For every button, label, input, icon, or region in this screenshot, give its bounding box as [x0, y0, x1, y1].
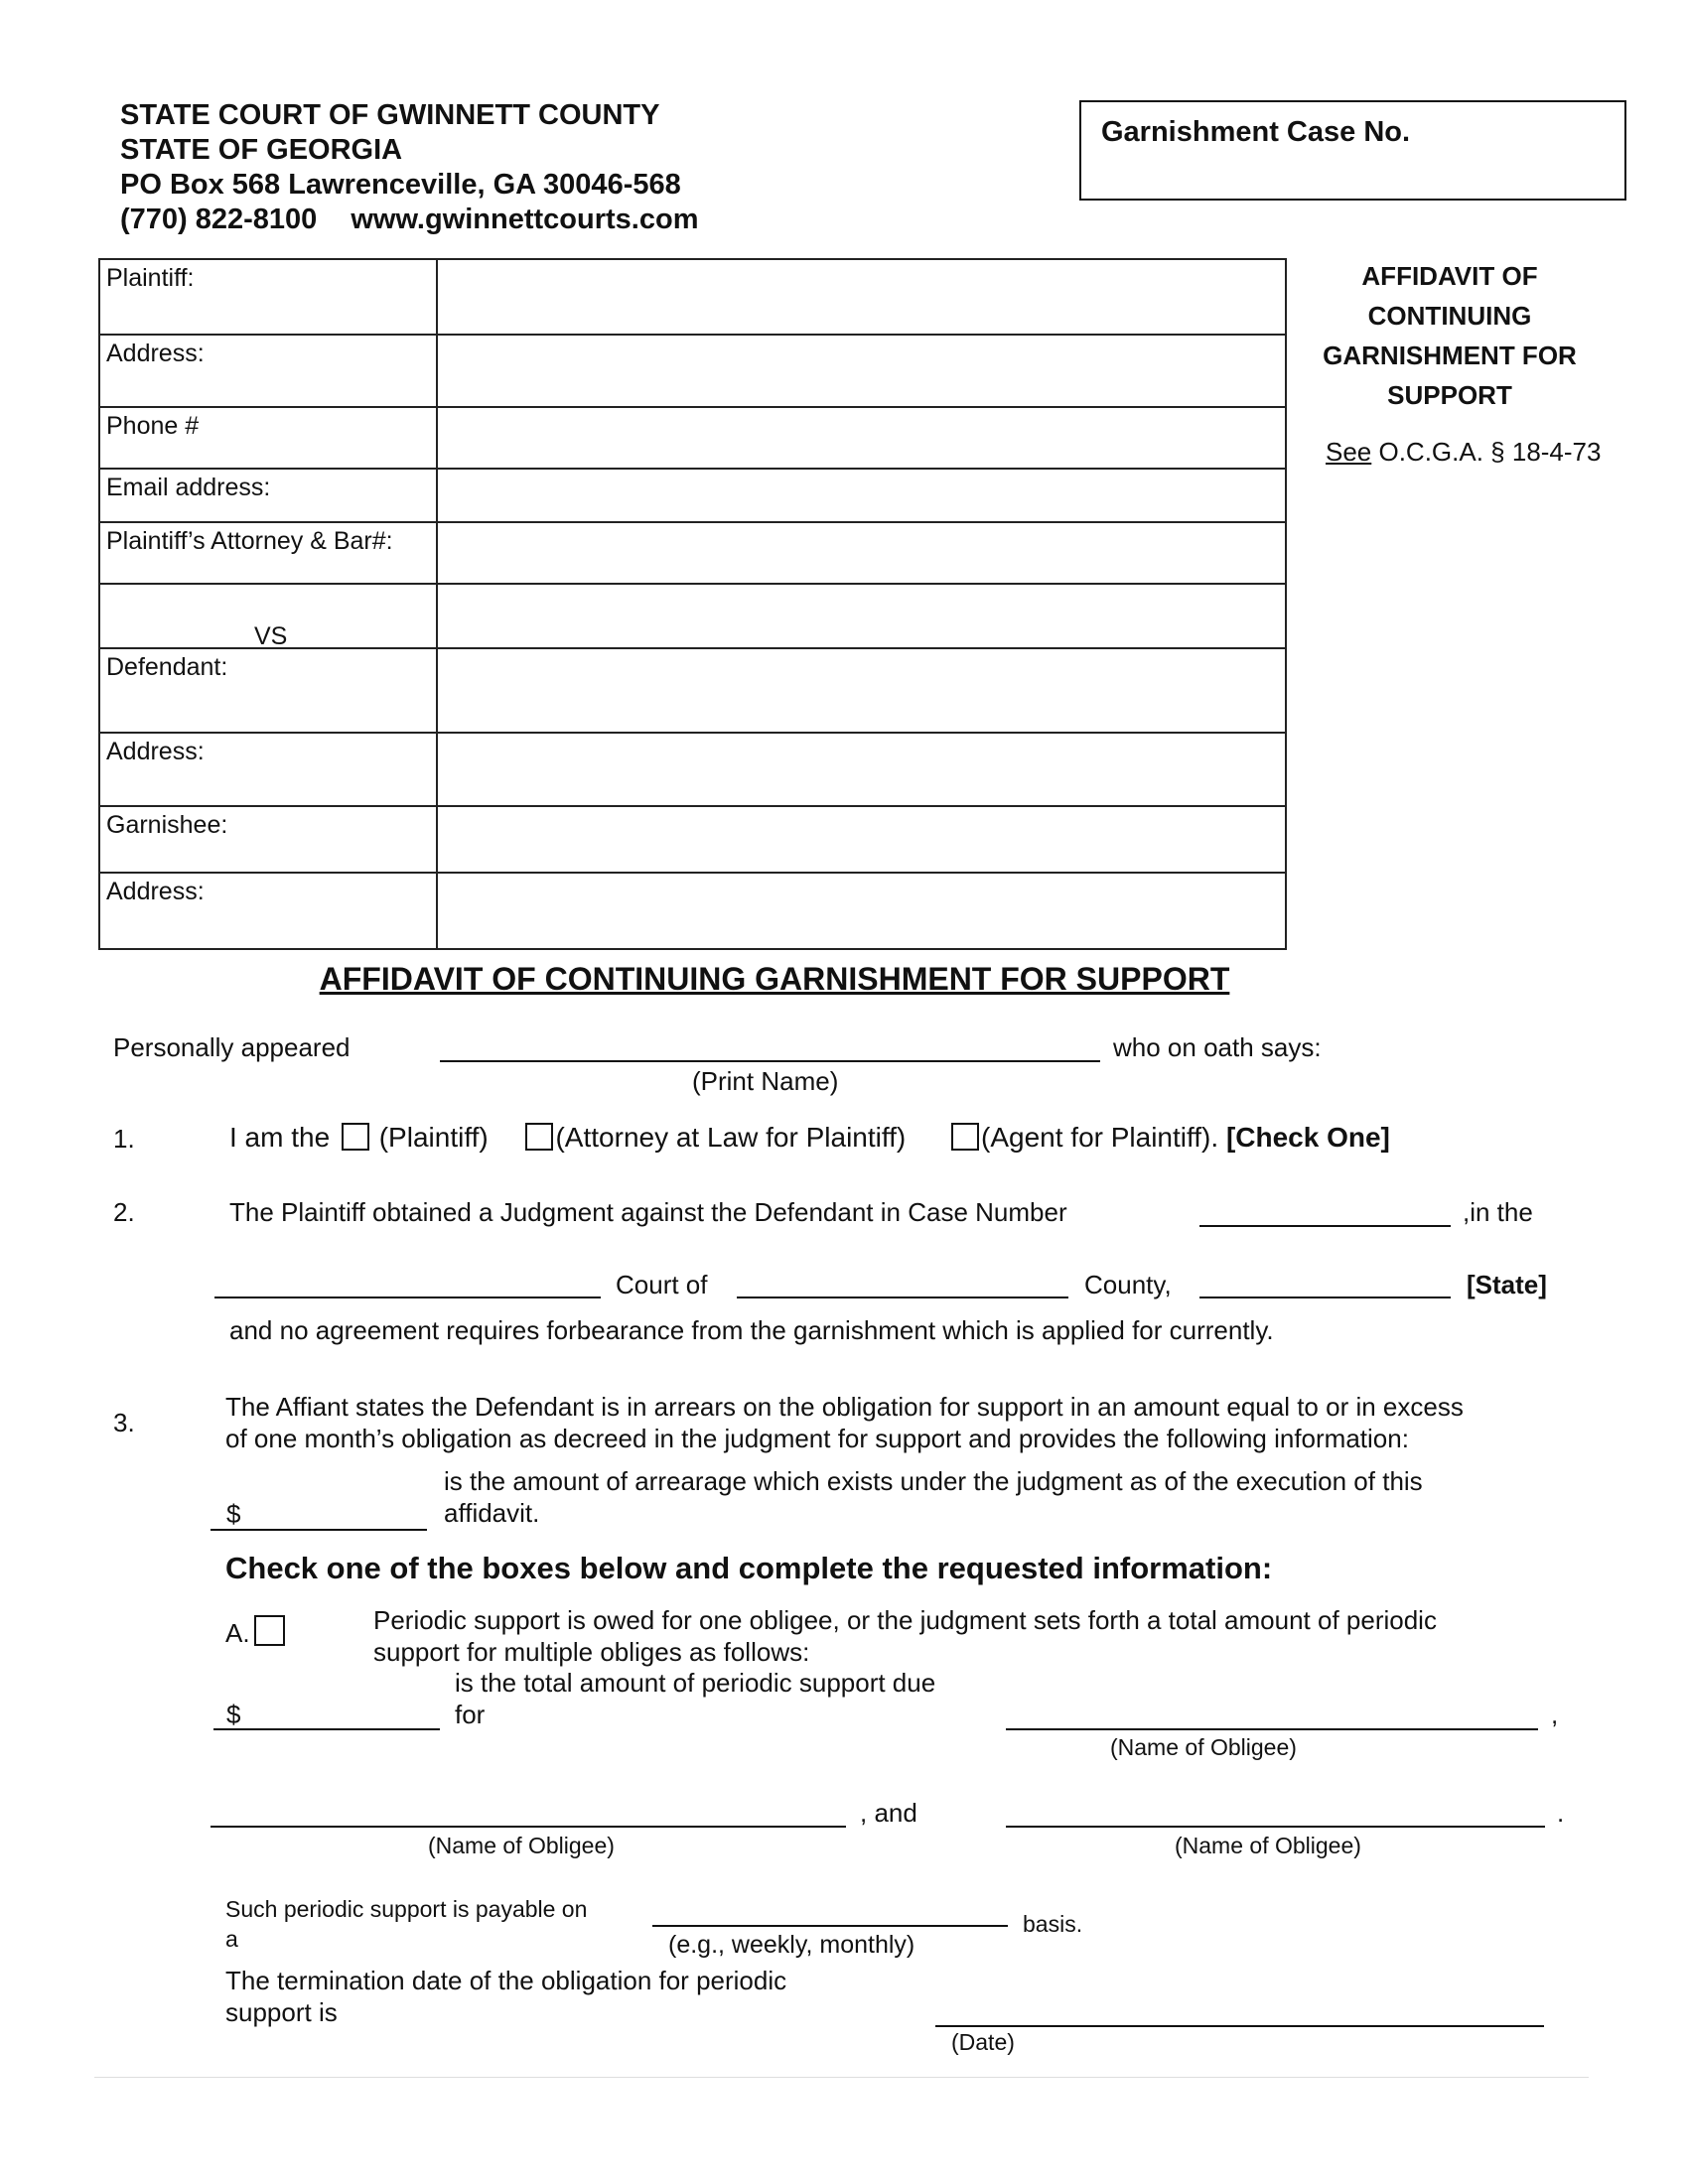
- print-name-caption: (Print Name): [692, 1066, 839, 1096]
- side-title: [1291, 256, 1609, 415]
- arrearage-text2: affidavit.: [444, 1498, 540, 1528]
- obligee2-input[interactable]: [211, 1826, 846, 1828]
- form-title: AFFIDAVIT OF CONTINUING GARNISHMENT FOR SUPPORT: [319, 961, 1230, 997]
- side-title-line: SUPPORT: [1387, 380, 1512, 410]
- state-input[interactable]: [1199, 1297, 1451, 1298]
- plaintiff-address-label: Address:: [99, 335, 437, 407]
- total-dollar: $: [226, 1700, 241, 1729]
- court-name: STATE COURT OF GWINNETT COUNTY: [120, 99, 660, 131]
- table-row: [99, 259, 1286, 335]
- case-number-input[interactable]: [1199, 1225, 1451, 1227]
- side-title-line: GARNISHMENT FOR: [1323, 341, 1577, 370]
- garnishee-address-field[interactable]: [437, 873, 1286, 949]
- payable-text1: Such periodic support is payable on: [225, 1896, 588, 1922]
- vs-field[interactable]: [437, 584, 1286, 648]
- termination-text1: The termination date of the obligation for periodic: [225, 1966, 787, 1995]
- plaintiff-checkbox[interactable]: [342, 1123, 369, 1151]
- email-field[interactable]: [437, 469, 1286, 522]
- garnishee-field[interactable]: [437, 806, 1286, 873]
- phone-label: Phone #: [99, 407, 437, 469]
- table-row: [99, 648, 1286, 733]
- obligee3-input[interactable]: [1006, 1826, 1545, 1828]
- case-number-box[interactable]: [1079, 100, 1626, 201]
- arrearage-dollar: $: [226, 1499, 241, 1529]
- table-row: [99, 522, 1286, 584]
- item1-prefix: I am the: [229, 1122, 331, 1153]
- attorney-field[interactable]: [437, 522, 1286, 584]
- arrearage-text1: is the amount of arrearage which exists under the judgment as of the execution of this: [444, 1466, 1423, 1496]
- court-address: PO Box 568 Lawrenceville, GA 30046-568: [120, 169, 681, 201]
- obligee1-caption: (Name of Obligee): [1110, 1734, 1297, 1760]
- arrearage-amount-input[interactable]: [211, 1529, 427, 1531]
- parties-table: [98, 258, 1287, 950]
- payment-basis-input[interactable]: [652, 1925, 1008, 1927]
- plaintiff-address-field[interactable]: [437, 335, 1286, 407]
- plaintiff-option-label: (Plaintiff): [378, 1122, 489, 1153]
- oath-label: who on oath says:: [1113, 1032, 1322, 1062]
- period-mark: .: [1557, 1798, 1565, 1828]
- court-of-label: Court of: [616, 1270, 708, 1299]
- basis-label: basis.: [1023, 1911, 1083, 1937]
- defendant-field[interactable]: [437, 648, 1286, 733]
- side-title-line: CONTINUING: [1367, 301, 1532, 331]
- court-input[interactable]: [214, 1297, 601, 1298]
- item1-number: 1.: [113, 1124, 135, 1154]
- no-agreement-text: and no agreement requires forbearance from the garnishment which is applied for currently.: [229, 1315, 1274, 1345]
- date-caption: (Date): [951, 2029, 1015, 2055]
- termination-text2: support is: [225, 1997, 338, 2027]
- item3-number: 3.: [113, 1408, 135, 1437]
- vs-label: VS: [254, 622, 288, 650]
- table-row: [99, 584, 1286, 648]
- case-number-label: Garnishment Case No.: [1101, 116, 1411, 148]
- table-row: [99, 733, 1286, 806]
- table-row: [99, 806, 1286, 873]
- termination-date-input[interactable]: [935, 2025, 1544, 2027]
- item3-line2: of one month’s obligation as decreed in the judgment for support and provides the following information:: [225, 1424, 1409, 1453]
- print-name-input[interactable]: [440, 1060, 1100, 1062]
- option-a-line1: Periodic support is owed for one obligee, or the judgment sets forth a total amount of periodic: [373, 1605, 1437, 1635]
- payable-text2: a: [225, 1926, 238, 1952]
- table-row: [99, 407, 1286, 469]
- attorney-label: Plaintiff’s Attorney & Bar#:: [99, 522, 437, 584]
- obligee1-comma: ,: [1551, 1700, 1559, 1729]
- option-a-letter: A.: [225, 1618, 250, 1648]
- attorney-option-label: (Attorney at Law for Plaintiff): [555, 1122, 907, 1153]
- and-label: , and: [860, 1798, 917, 1828]
- see-label: See: [1326, 437, 1372, 467]
- table-row: [99, 335, 1286, 407]
- agent-option-label: (Agent for Plaintiff).: [981, 1122, 1219, 1153]
- table-row: [99, 873, 1286, 949]
- garnishee-address-label: Address:: [99, 873, 437, 949]
- check-heading: Check one of the boxes below and complete the requested information:: [225, 1551, 1273, 1585]
- footer-divider: [94, 2077, 1589, 2078]
- email-label: Email address:: [99, 469, 437, 522]
- total-amount-input[interactable]: [213, 1728, 440, 1730]
- statute-reference: [1326, 437, 1601, 468]
- defendant-label: Defendant:: [99, 648, 437, 733]
- total-text1: is the total amount of periodic support due: [455, 1668, 936, 1698]
- option-a-checkbox[interactable]: [254, 1615, 285, 1646]
- obligee3-caption: (Name of Obligee): [1175, 1833, 1361, 1858]
- court-website[interactable]: www.gwinnettcourts.com: [351, 204, 699, 235]
- obligee2-caption: (Name of Obligee): [428, 1833, 615, 1858]
- attorney-checkbox[interactable]: [525, 1123, 553, 1151]
- check-one-note: [Check One]: [1225, 1122, 1390, 1153]
- county-label: County,: [1084, 1270, 1172, 1299]
- item2-number: 2.: [113, 1197, 135, 1227]
- in-the-label: ,in the: [1463, 1197, 1533, 1227]
- court-phone: (770) 822-8100: [120, 204, 318, 235]
- appeared-label: Personally appeared: [113, 1032, 351, 1062]
- statute-text: O.C.G.A. § 18-4-73: [1371, 437, 1602, 467]
- option-a-line2: support for multiple obliges as follows:: [373, 1637, 810, 1667]
- court-state: STATE OF GEORGIA: [120, 134, 403, 166]
- option-a-label: [225, 1615, 287, 1649]
- vs-cell: [99, 584, 437, 648]
- plaintiff-field[interactable]: [437, 259, 1286, 335]
- item2-text: The Plaintiff obtained a Judgment against the Defendant in Case Number: [229, 1197, 1067, 1227]
- state-label: [State]: [1467, 1270, 1547, 1299]
- phone-field[interactable]: [437, 407, 1286, 469]
- defendant-address-field[interactable]: [437, 733, 1286, 806]
- item3-line1: The Affiant states the Defendant is in arrears on the obligation for support in an amount equal to or in excess: [225, 1392, 1464, 1422]
- obligee1-input[interactable]: [1006, 1728, 1538, 1730]
- plaintiff-label: Plaintiff:: [99, 259, 437, 335]
- side-title-line: AFFIDAVIT OF: [1361, 261, 1538, 291]
- court-header: [120, 98, 699, 237]
- total-text2: for: [455, 1700, 486, 1729]
- payment-basis-caption: (e.g., weekly, monthly): [668, 1931, 915, 1959]
- garnishee-label: Garnishee:: [99, 806, 437, 873]
- defendant-address-label: Address:: [99, 733, 437, 806]
- item1-line: [229, 1122, 1390, 1154]
- court-contact: [120, 203, 699, 237]
- table-row: [99, 469, 1286, 522]
- county-input[interactable]: [737, 1297, 1068, 1298]
- agent-checkbox[interactable]: [951, 1123, 979, 1151]
